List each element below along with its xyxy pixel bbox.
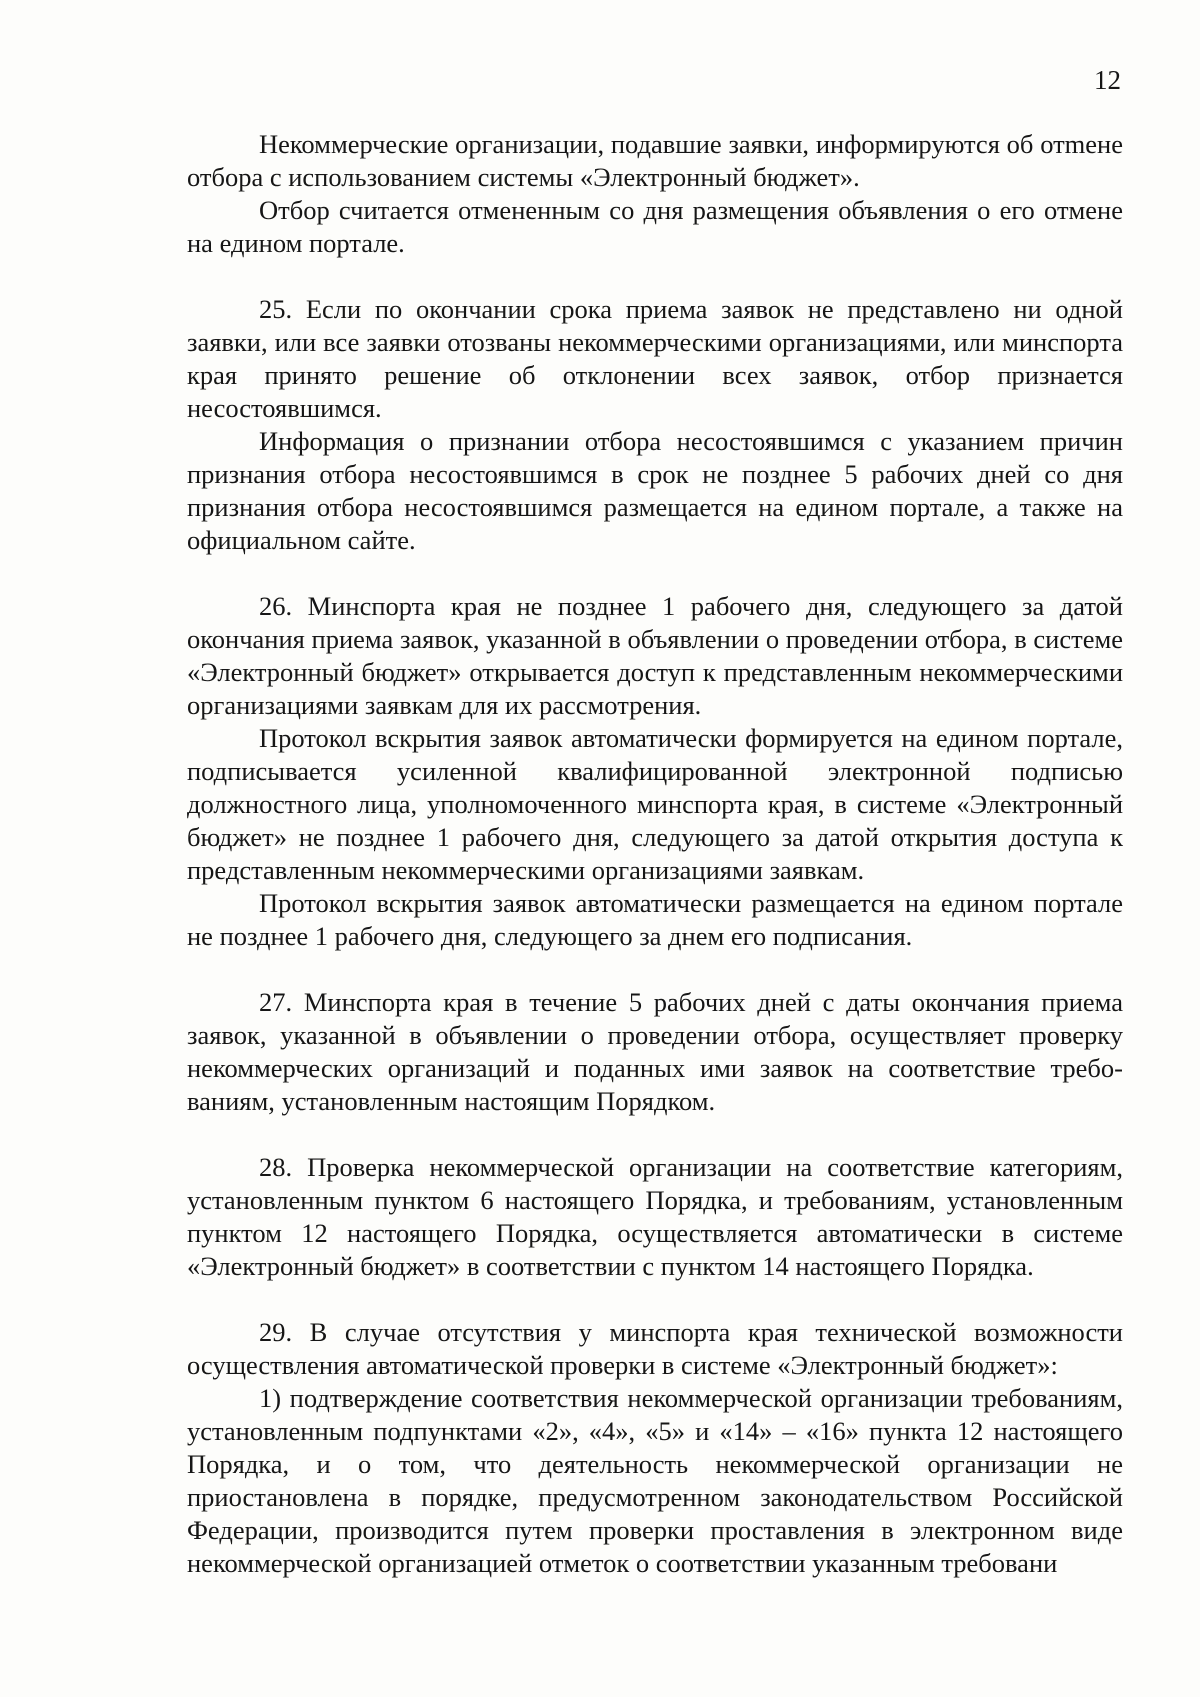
paragraph: 26. Минспорта края не позднее 1 рабочего дня, следующего за датой окончания приема заявок, указанной в объявлении о проведении отбора, в системе «Электронный бюджет» открывается доступ к представленным некоммерческими организациями заявкам для их рассмотрения. (187, 591, 1123, 720)
section-item-26 (187, 590, 1123, 953)
paragraph: 27. Минспорта края в течение 5 рабочих дней с даты окончания приема заявок, указанной в объявлении о проведении отбора, осуществляет проверку некоммерческих организаций и поданных ими заявок на соответствие требованиям, установленным настоящим Порядком. (187, 987, 1123, 1116)
paragraph: 1) подтверждение соответствия некоммерческой организации требованиям, установленным подпунктами «2», «4», «5» и «14» – «16» пункта 12 настоящего Порядка, и о том, что деятельность некоммерческой организации не приостановлена в порядке, предусмотренном законодательством Российской Федерации, производится путем проверки проставления в электронном виде некоммерческой организацией отметок о соответствии указанным требовани (187, 1383, 1123, 1578)
section-cancellation (187, 128, 1123, 260)
paragraph: 29. В случае отсутствия у минспорта края технической возможности осуществления автоматической проверки в системе «Электронный бюджет»: (187, 1317, 1123, 1380)
page-number: 12 (1094, 65, 1121, 95)
paragraph: 25. Если по окончании срока приема заявок не представлено ни одной заявки, или все заявки отозваны некоммерческими организациями, или минспорта края принято решение об отклонении всех заявок, отбор признается несостоявшимся. (187, 294, 1123, 423)
paragraph: Протокол вскрытия заявок автоматически формируется на едином портале, подписывается усиленной квалифицированной электронной подписью должностного лица, уполномоченного минспорта края, в системе «Электронный бюджет» не позднее 1 рабочего дня, следующего за датой открытия доступа к представленным некоммерческими организациями заявкам. (187, 723, 1123, 885)
document-body (187, 128, 1123, 1580)
section-item-28 (187, 1151, 1123, 1283)
paragraph: 28. Проверка некоммерческой организации на соответствие категориям, установленным пунктом 6 настоящего Порядка, и требованиям, установленным пунктом 12 настоящего Порядка, осуществляется автоматически в системе «Электронный бюджет» в соответствии с пунктом 14 настоящего Порядка. (187, 1152, 1123, 1281)
paragraph: Протокол вскрытия заявок автоматически размещается на едином портале не позднее 1 рабочего дня, следующего за днем его подписания. (187, 888, 1123, 951)
paragraph: Некоммерческие организации, подавшие заявки, информируются об отmене отбора с использованием системы «Электронный бюджет». (187, 129, 1123, 192)
section-item-27 (187, 986, 1123, 1118)
paragraph: Отбор считается отмененным со дня размещения объявления о его отмене на едином портале. (187, 195, 1123, 258)
paragraph: Информация о признании отбора несостоявшимся с указанием причин признания отбора несостоявшимся в срок не позднее 5 рабочих дней со дня признания отбора несостоявшимся размещается на едином портале, а также на официальном сайте. (187, 426, 1123, 555)
section-item-29 (187, 1316, 1123, 1580)
section-item-25 (187, 293, 1123, 557)
